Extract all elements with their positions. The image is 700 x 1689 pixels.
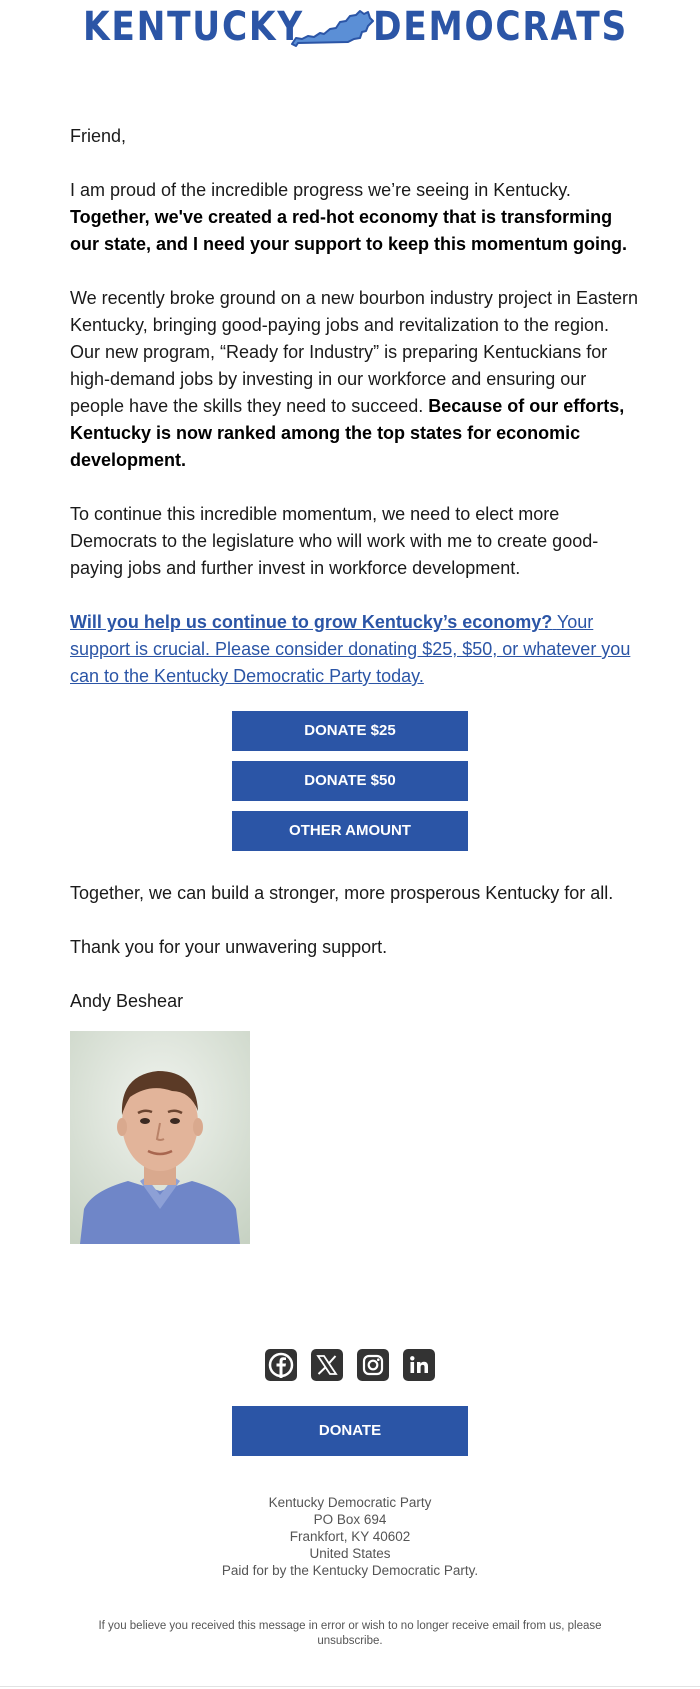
- paragraph-bourbon: [70, 285, 640, 474]
- greeting: Friend,: [70, 126, 127, 146]
- cta-link-text: Your support is crucial. Please consider donating $25, $50, or whatever you can to the Kentucky Democratic Party today.: [70, 612, 631, 686]
- paragraph-intro-bold: Together, we've created a red-hot economy that is transforming our state, and I need your support to keep this momentum going.: [70, 207, 628, 254]
- footer-address: [0, 1494, 700, 1579]
- cta-link[interactable]: [70, 612, 630, 686]
- kentucky-state-shape-icon: [290, 8, 374, 48]
- footer-donate-button[interactable]: DONATE: [232, 1406, 468, 1456]
- cta-paragraph: [70, 609, 640, 690]
- unsubscribe-notice: [80, 1619, 620, 1649]
- cta-link-bold: Will you help us continue to grow Kentucky’s economy?: [70, 612, 553, 632]
- footer-city: Frankfort, KY 40602: [289, 1529, 411, 1544]
- header: [0, 0, 700, 56]
- portrait-illustration: [70, 1031, 250, 1244]
- paragraph-momentum: To continue this incredible momentum, we need to elect more Democrats to the legislature who will work with me to create good-paying jobs and further invest in workforce development.: [70, 504, 599, 578]
- x-twitter-icon[interactable]: [311, 1349, 343, 1381]
- paragraph-bourbon-text: We recently broke ground on a new bourbon industry project in Eastern Kentucky, bringing good-paying jobs and revitalization to the region. Our new program, “Ready for Industry” is preparing Kentuckians for high-demand jobs by investing in our workforce and ensuring our people have the skills they need to succeed.: [70, 288, 638, 416]
- facebook-icon[interactable]: [265, 1349, 297, 1381]
- footer-divider: [0, 1686, 700, 1687]
- linkedin-icon[interactable]: [403, 1349, 435, 1381]
- andy-beshear-photo: [70, 1031, 250, 1244]
- signature: Andy Beshear: [70, 991, 184, 1011]
- logo: [83, 2, 628, 52]
- donate-25-button[interactable]: DONATE $25: [232, 711, 468, 751]
- paragraph-intro: [70, 177, 640, 258]
- logo-text-democrats: DEMOCRATS: [373, 4, 628, 50]
- paragraph-closing: Together, we can build a stronger, more prosperous Kentucky for all.: [70, 883, 614, 903]
- footer-po-box: PO Box 694: [313, 1512, 387, 1527]
- paragraph-bourbon-bold: Because of our efforts, Kentucky is now ranked among the top states for economic development.: [70, 396, 625, 470]
- instagram-icon[interactable]: [357, 1349, 389, 1381]
- social-links: [265, 1349, 435, 1381]
- footer-country: United States: [309, 1546, 391, 1561]
- paragraph-intro-text: I am proud of the incredible progress we’re seeing in Kentucky.: [70, 180, 571, 200]
- paragraph-thanks: Thank you for your unwavering support.: [70, 937, 388, 957]
- other-amount-button[interactable]: OTHER AMOUNT: [232, 811, 468, 851]
- logo-text-kentucky: KENTUCKY: [83, 4, 304, 50]
- footer-paid-for: Paid for by the Kentucky Democratic Party.: [221, 1563, 479, 1578]
- donate-50-button[interactable]: DONATE $50: [232, 761, 468, 801]
- unsubscribe-text: If you believe you received this message in error or wish to no longer receive email from us, please: [98, 1620, 602, 1632]
- footer-org: Kentucky Democratic Party: [268, 1495, 432, 1510]
- unsubscribe-link[interactable]: unsubscribe.: [317, 1635, 383, 1647]
